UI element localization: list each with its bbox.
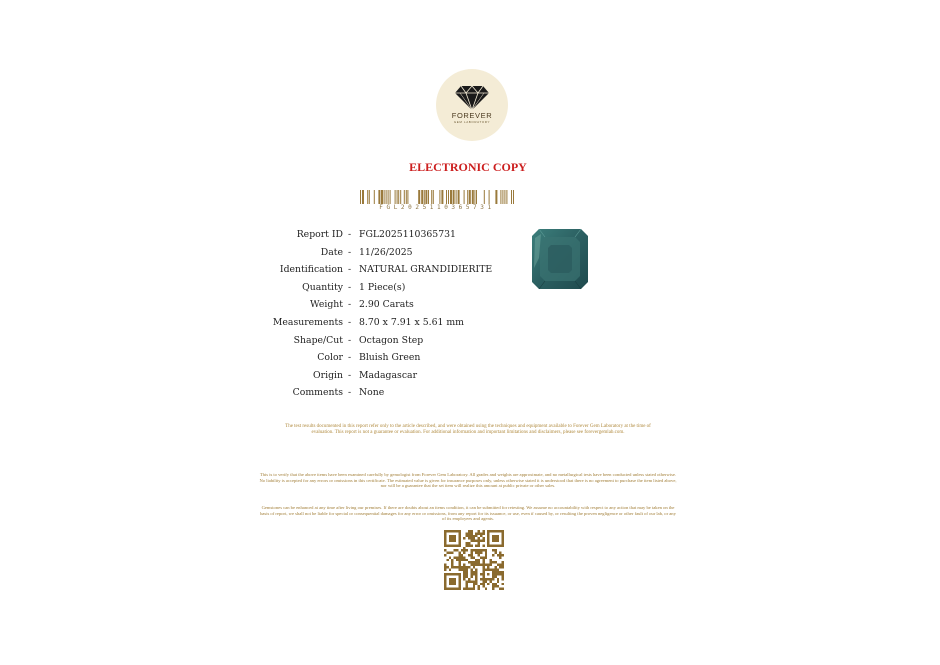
field-separator: - <box>348 387 352 399</box>
field-separator: - <box>348 334 352 346</box>
field-label: Quantity <box>302 281 343 293</box>
report-row <box>240 315 540 333</box>
field-value: 8.70 x 7.91 x 5.61 mm <box>359 316 464 328</box>
field-label: Report ID <box>296 229 343 240</box>
electronic-copy-banner: ELECTRONIC COPY <box>409 160 527 174</box>
field-separator: - <box>348 246 352 258</box>
barcode-number: FGL2025110365731 <box>379 204 495 211</box>
field-value: NATURAL GRANDIDIERITE <box>359 264 493 276</box>
field-label: Date <box>320 246 343 258</box>
report-row <box>240 297 540 315</box>
report-row <box>240 350 540 368</box>
field-value: 11/26/2025 <box>359 246 413 258</box>
report-row <box>240 227 540 245</box>
logo-brand-text: FOREVER <box>451 111 493 120</box>
report-row <box>240 262 540 280</box>
field-label: Shape/Cut <box>293 334 343 346</box>
report-row <box>240 333 540 351</box>
field-label: Origin <box>313 369 343 381</box>
field-label: Color <box>317 352 343 364</box>
report-row <box>240 245 540 263</box>
field-separator: - <box>348 369 352 381</box>
field-value: Bluish Green <box>359 352 421 364</box>
field-separator: - <box>348 229 352 240</box>
field-label: Comments <box>292 387 343 399</box>
disclaimer-verification: This is to verify that the above items have been examined carefully by gemologist from Forever Gem Laboratory. All grades and weights are approximate, and no metallurgical tests have been conducted unless stated otherwise. No liability is accepted for any errors or omissions in this certificate. The estimated value is given for insurance purposes only, unless otherwise stated it is understood that there is no agreement to purchase the item listed above, nor will be a guarantee that the set item will realize this amount at public private or other sales. <box>259 472 677 489</box>
field-value: 1 Piece(s) <box>359 281 406 293</box>
diamond-icon <box>454 85 490 111</box>
field-value: 2.90 Carats <box>359 299 414 311</box>
gemstone-photo <box>531 228 589 290</box>
disclaimer-test-results: The test results documented in this report refer only to the article described, and were obtained using the techniques and equipment available to Forever Gem Laboratory at the time of evaluation. This report is not a guarantee or evaluation. For additional information and important limitations and disclaimers, please see forevergemlab.com. <box>285 424 651 436</box>
logo-sub-text: GEM LABORATORY <box>453 120 491 124</box>
field-label: Measurements <box>272 316 343 328</box>
report-row <box>240 385 540 403</box>
report-row <box>240 368 540 386</box>
field-value: FGL2025110365731 <box>359 229 456 240</box>
barcode <box>360 190 514 204</box>
field-label: Identification <box>279 264 343 276</box>
field-separator: - <box>348 316 352 328</box>
field-separator: - <box>348 299 352 311</box>
field-separator: - <box>348 264 352 276</box>
field-separator: - <box>348 352 352 364</box>
field-value: None <box>359 387 385 399</box>
lab-logo <box>436 69 508 141</box>
disclaimer-liability: Gemstones can be enhanced at any time after living our premises. If there are doubts about an items condition, it can be submitted for retesting. We assume no accountability with respect to any action that may be taken on the basis of report, we shall not be liable for special or consequential damages for any error or omissions, from any report for its issuance, or use, even if caused by, or resulting the proven negligence or other fault of our lab, or any of its employees and agents. <box>260 505 676 522</box>
field-value: Madagascar <box>359 369 418 381</box>
report-details <box>240 227 540 403</box>
field-separator: - <box>348 281 352 293</box>
qr-code[interactable] <box>444 530 504 590</box>
field-label: Weight <box>310 299 343 311</box>
report-row <box>240 280 540 298</box>
field-value: Octagon Step <box>359 334 424 346</box>
